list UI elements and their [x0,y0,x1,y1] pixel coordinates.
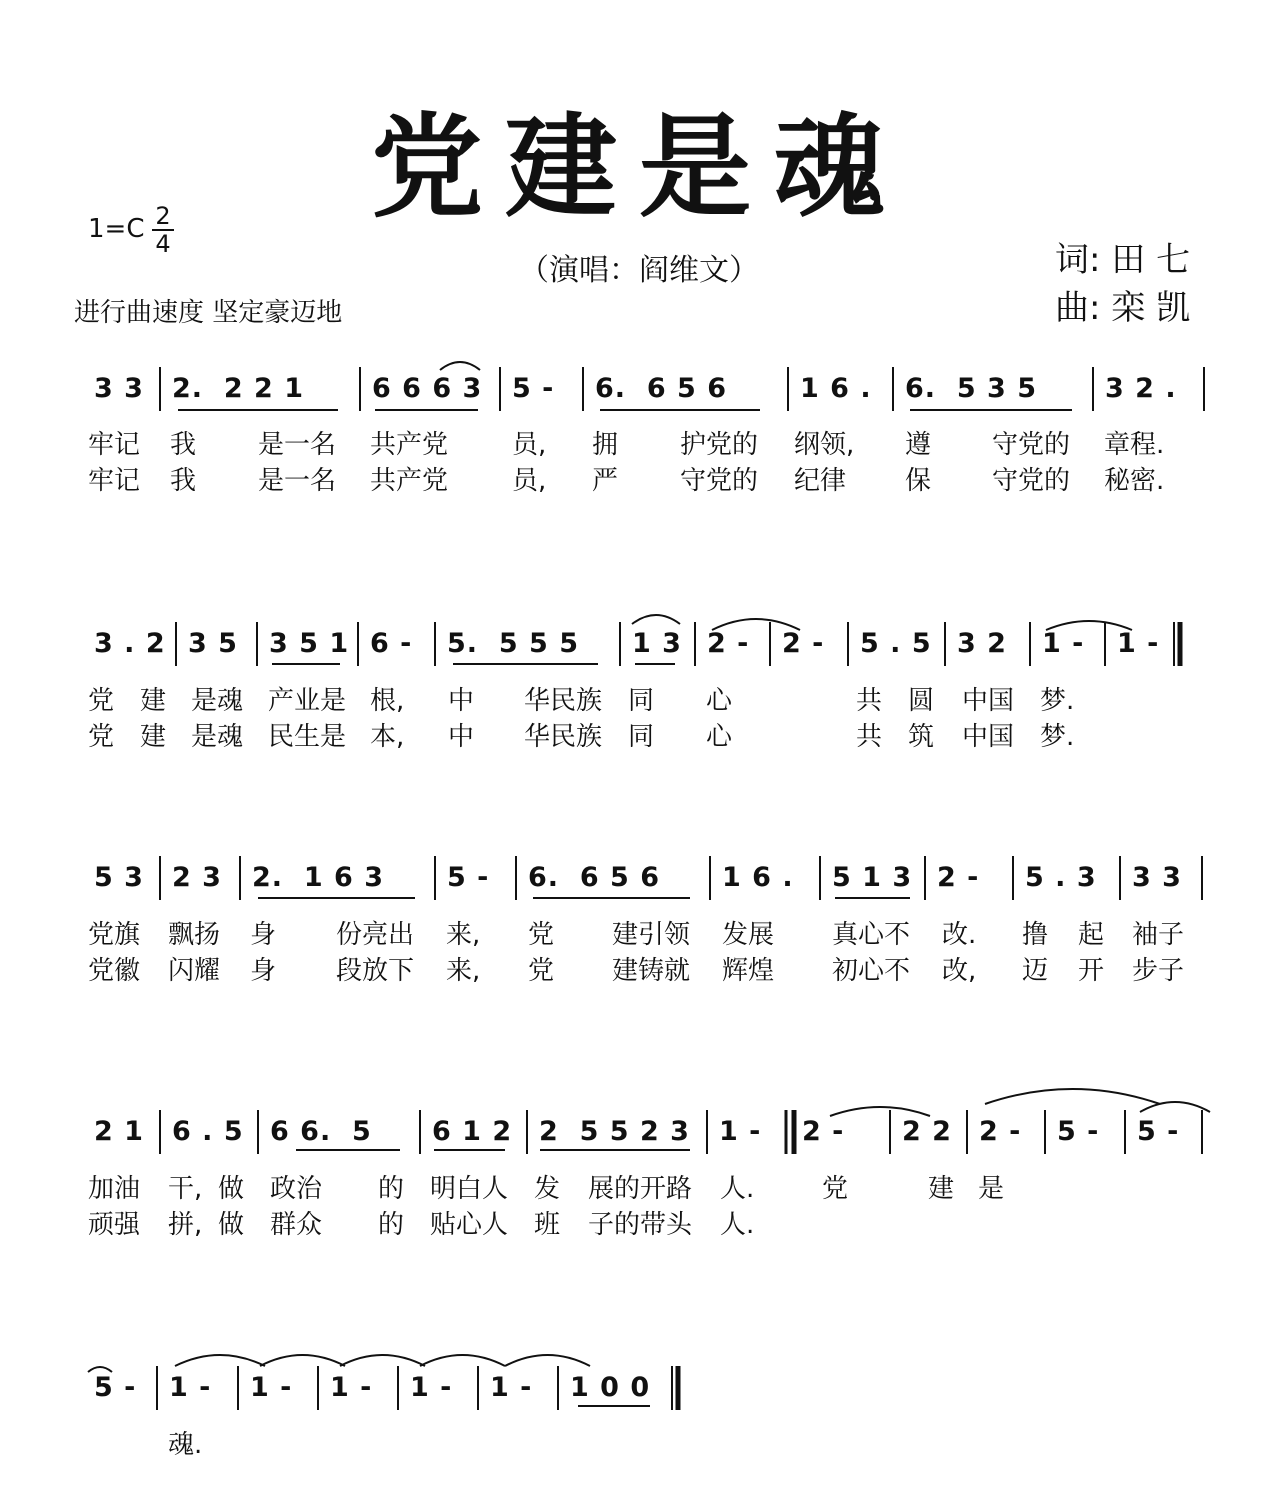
lyric-syllable: 建 [928,1174,955,1204]
measure-notes: 3 5 1 [269,628,350,659]
lyric-syllable: 发 [534,1174,561,1204]
lyric-syllable: 心 [706,686,733,716]
lyric-syllable: 段放下 [336,956,415,986]
measure-notes: 1 6 . [800,373,872,404]
lyric-syllable: 拥 [592,430,619,460]
measure-notes: 5. 5 5 5 [447,628,580,659]
lyric-syllable: 中国 [962,722,1015,752]
lyric-syllable: 来, [446,956,481,986]
measure-notes: 5 - [447,862,490,893]
song-title: 党建是魂 [371,102,907,233]
lyric-syllable: 员, [512,430,547,460]
lyric-syllable: 心 [706,722,733,752]
lyric-syllable: 华民族 [524,686,603,716]
lyric-syllable: 党 [88,722,115,752]
lyric-syllable: 贴心人 [430,1210,509,1240]
lyric-syllable: 共 [856,722,883,752]
measure-notes: 5 - [1057,1116,1100,1147]
measure-notes: 5 - [1137,1116,1180,1147]
lyric-syllable: 护党的 [680,430,759,460]
slur-arc [505,1355,590,1366]
measure-notes: 6 1 2 [432,1116,513,1147]
measure-notes: 1 3 [632,628,682,659]
lyric-syllable: 的 [378,1210,405,1240]
slur-arc [1140,1102,1210,1112]
measure-notes: 2 - [979,1116,1022,1147]
lyric-syllable: 党旗 [88,920,141,950]
measure-notes: 3 2 . [1105,373,1177,404]
lyric-syllable: 袖子 [1132,920,1185,950]
lyric-syllable: 民生是 [268,722,347,752]
measure-notes: 5 3 [94,862,144,893]
lyric-syllable: 辉煌 [722,956,775,986]
lyric-syllable: 我 [170,466,197,496]
measure-notes: 1 - [169,1372,212,1403]
measure-notes: 2 1 [94,1116,144,1147]
slur-arc [830,1107,930,1116]
lyric-syllable: 圆 [908,686,935,716]
composer-credit: 曲: 栾 凯 [1055,288,1191,328]
lyric-syllable: 明白人 [430,1174,509,1204]
measure-notes: 3 3 [94,373,144,404]
measure-notes: 2 3 [172,862,222,893]
lyric-syllable: 梦. [1040,722,1075,752]
lyric-syllable: 守党的 [992,466,1071,496]
measure-notes: 6. 6 5 6 [528,862,661,893]
lyric-syllable: 的 [378,1174,405,1204]
tempo-marking: 进行曲速度 坚定豪迈地 [74,298,343,328]
lyric-syllable: 守党的 [992,430,1071,460]
measure-notes: 1 - [490,1372,533,1403]
lyric-syllable: 身 [250,920,277,950]
lyric-syllable: 子的带头 [588,1210,693,1240]
time-signature-bottom: 4 [155,230,171,258]
lyric-syllable: 改, [942,956,977,986]
lyric-syllable: 人. [720,1210,755,1240]
lyric-syllable: 是一名 [258,466,337,496]
lyric-syllable: 纲领, [794,430,855,460]
lyric-syllable: 飘扬 [168,920,221,950]
measure-notes: 5 . 3 [1025,862,1097,893]
lyric-syllable: 起 [1078,920,1105,950]
measure-notes: 2 - [937,862,980,893]
measure-notes: 1 6 . [722,862,794,893]
measure-notes: 5 - [94,1372,137,1403]
slur-arc [175,1355,265,1366]
lyric-syllable: 守党的 [680,466,759,496]
time-signature-top: 2 [155,202,171,230]
lyric-syllable: 改. [942,920,977,950]
lyric-syllable: 华民族 [524,722,603,752]
lyric-syllable: 份亮出 [336,920,415,950]
lyric-syllable: 闪耀 [168,956,221,986]
lyric-syllable: 我 [170,430,197,460]
lyric-syllable: 顽强 [88,1210,141,1240]
lyric-syllable: 做 [218,1210,245,1240]
lyric-syllable: 筑 [908,722,935,752]
slur-arc [420,1355,505,1366]
measure-notes: 2 - [802,1116,845,1147]
measure-notes: 2 - [782,628,825,659]
lyric-syllable: 党 [528,920,555,950]
lyric-syllable: 魂. [168,1430,203,1460]
measure-notes: 1 - [719,1116,762,1147]
lyric-syllable: 开 [1078,956,1105,986]
lyric-syllable: 身 [250,956,277,986]
lyric-syllable: 同 [628,686,655,716]
measure-notes: 1 - [1117,628,1160,659]
lyric-syllable: 党徽 [88,956,141,986]
lyric-syllable: 迈 [1022,956,1049,986]
measure-notes: 6. 5 3 5 [905,373,1038,404]
lyric-syllable: 保 [905,466,932,496]
measure-notes: 2. 1 6 3 [252,862,385,893]
measure-notes: 1 - [330,1372,373,1403]
measure-notes: 2 5 5 2 3 [539,1116,690,1147]
lyric-syllable: 真心不 [832,920,911,950]
measure-notes: 1 - [410,1372,453,1403]
lyric-syllable: 群众 [270,1210,323,1240]
lyric-syllable: 梦. [1040,686,1075,716]
lyric-syllable: 拼, [168,1210,203,1240]
measure-notes: 3 3 [1132,862,1182,893]
lyric-syllable: 严 [592,466,619,496]
key-signature: 1=C [88,214,145,244]
lyric-syllable: 纪律 [794,466,847,496]
lyric-syllable: 建 [140,722,167,752]
measure-notes: 1 0 0 [570,1372,651,1403]
lyric-syllable: 发展 [722,920,775,950]
measure-notes: 1 - [1042,628,1085,659]
lyric-syllable: 来, [446,920,481,950]
measure-notes: 2 2 [902,1116,952,1147]
lyric-syllable: 撸 [1022,920,1049,950]
measure-notes: 3 5 [188,628,238,659]
lyric-syllable: 共 [856,686,883,716]
lyric-syllable: 干, [168,1174,203,1204]
lyric-syllable: 共产党 [370,430,449,460]
measure-notes: 3 . 2 [94,628,166,659]
measure-notes: 6 6 6 3 [372,373,483,404]
lyric-syllable: 展的开路 [588,1174,693,1204]
lyric-syllable: 中国 [962,686,1015,716]
slur-arc [340,1355,425,1366]
measure-notes: 6. 6 5 6 [595,373,728,404]
measure-notes: 5 1 3 [832,862,913,893]
lyric-syllable: 建铸就 [612,956,691,986]
lyric-syllable: 章程. [1104,430,1165,460]
measure-notes: 2. 2 2 1 [172,373,305,404]
lyric-syllable: 党 [528,956,555,986]
slur-arc [985,1089,1160,1104]
lyric-syllable: 遵 [905,430,932,460]
lyric-syllable: 是一名 [258,430,337,460]
measure-notes: 2 - [707,628,750,659]
lyric-syllable: 是魂 [191,686,244,716]
lyric-syllable: 初心不 [832,956,911,986]
lyric-syllable: 党 [822,1174,849,1204]
measure-notes: 3 2 [957,628,1007,659]
lyric-syllable: 建引领 [612,920,691,950]
lyric-syllable: 是魂 [191,722,244,752]
lyric-syllable: 步子 [1132,956,1185,986]
measure-notes: 6 6. 5 [270,1116,372,1147]
lyric-syllable: 党 [88,686,115,716]
measure-notes: 5 - [512,373,555,404]
slur-arc [260,1355,345,1366]
lyric-syllable: 加油 [88,1174,141,1204]
lyric-syllable: 牢记 [88,466,141,496]
slur-arc [440,362,480,370]
lyric-syllable: 同 [628,722,655,752]
lyric-syllable: 产业是 [268,686,347,716]
lyricist-credit: 词: 田 七 [1055,240,1191,280]
lyric-syllable: 班 [534,1210,561,1240]
lyric-syllable: 做 [218,1174,245,1204]
measure-notes: 6 - [370,628,413,659]
lyric-syllable: 中 [448,686,475,716]
measure-notes: 6 . 5 [172,1116,244,1147]
lyric-syllable: 根, [370,686,405,716]
lyric-syllable: 中 [448,722,475,752]
lyric-syllable: 本, [370,722,405,752]
singer-credit: （演唱：阎维文） [519,253,759,288]
lyric-syllable: 牢记 [88,430,141,460]
measure-notes: 1 - [250,1372,293,1403]
lyric-syllable: 是 [978,1174,1005,1204]
lyric-syllable: 员, [512,466,547,496]
slur-arc [632,615,680,624]
lyric-syllable: 政治 [270,1174,323,1204]
lyric-syllable: 建 [140,686,167,716]
measure-notes: 5 . 5 [860,628,932,659]
lyric-syllable: 共产党 [370,466,449,496]
lyric-syllable: 人. [720,1174,755,1204]
lyric-syllable: 秘密. [1104,466,1165,496]
